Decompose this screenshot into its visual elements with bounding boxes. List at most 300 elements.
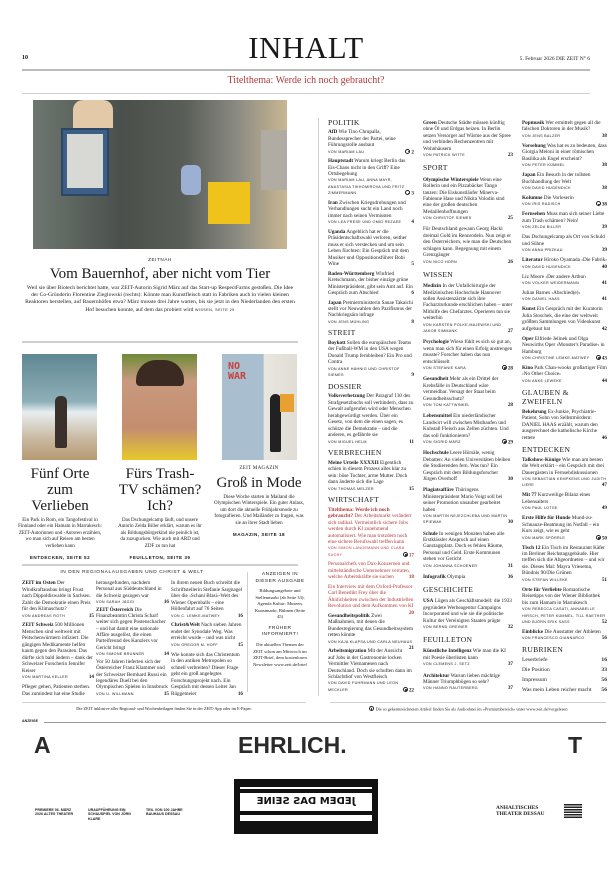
- page-number: 39: [601, 247, 607, 254]
- item-byline: VON GREGOR M. HOFF: [171, 642, 218, 647]
- ad-info: PREMIERE 06. MÄRZ 2026 ALTES THEATER: [35, 808, 74, 817]
- toc-item[interactable]: [328, 129, 414, 155]
- item-text: Wie Tino Chrupalla, Bundessprecher der Partei, seine Führungsrolle ausbaut: [328, 129, 396, 149]
- toc-column: [522, 120, 607, 697]
- item-text: Die Ausstatter der Athleten: [544, 629, 601, 635]
- page-number: 52: [601, 619, 607, 626]
- section-heading: WISSEN: [423, 269, 454, 279]
- item-keyword: Japan: [328, 299, 342, 306]
- item-text: Impressum: [522, 677, 547, 684]
- teaser-ref[interactable]: MAGAZIN, SEITE 18: [232, 532, 286, 538]
- item-text: Der Arbeitsmarkt verändert sich radikal. Vermeintlich sichere Jobs werden durch KI zunehmend automatisiert. Wie man trotzdem noch eine sichere Berufswahl treffen kann: [328, 513, 412, 545]
- page-ref: [602, 378, 607, 384]
- item-byline: VON KAJA KLAPSA UND CARLA NEUHAUS: [328, 639, 413, 644]
- section-heading: DOSSIER: [328, 381, 362, 391]
- page-number: 49: [601, 505, 607, 512]
- page-number: 11: [409, 438, 414, 445]
- page-number: 37: [507, 685, 513, 692]
- toc-item[interactable]: [522, 336, 607, 362]
- item-text: Angeblich hat er die Präsidentschaftswahl verloren, seither muss er sich verstecken und um sein Leben fürchten: Ein Gespräch mit dem Musiker und Oppositionsführer Bobi Wine: [328, 228, 409, 268]
- item-byline: VON JOHANNA SCHOENER: [423, 563, 478, 568]
- page-number: 40: [601, 263, 607, 270]
- toc-item[interactable]: [423, 574, 513, 580]
- page-number: 28: [507, 365, 513, 372]
- toc-item[interactable]: [328, 271, 414, 297]
- item-keyword: Medizin: [423, 283, 442, 290]
- page-number: 17: [408, 552, 414, 559]
- page-number: 14: [88, 674, 94, 681]
- section-heading: WIRTSCHAFT: [328, 495, 380, 505]
- item-keyword: Hauptstadt: [328, 158, 354, 165]
- toc-item[interactable]: [522, 365, 607, 384]
- toc-item[interactable]: [423, 226, 513, 265]
- page-ref: [602, 280, 607, 286]
- item-keyword: Titelthema: Werde ich noch gebraucht?: [328, 506, 390, 520]
- page-number: 16: [163, 599, 169, 606]
- page-ref: [508, 476, 513, 482]
- item-keyword: Iran: [328, 199, 338, 206]
- item-byline: VON HANNO RAUTERBERG: [423, 686, 478, 691]
- page-ref: [602, 247, 607, 253]
- regional-item[interactable]: [96, 607, 169, 658]
- audio-icon[interactable]: [405, 149, 410, 154]
- page-number: 41: [601, 296, 607, 303]
- item-keyword: AfD: [328, 129, 338, 136]
- toc-item[interactable]: [328, 507, 414, 559]
- item-byline: VON ANKE LEWEKE: [522, 378, 562, 383]
- item-text: Die Finanzbeamtin Christa Scharf weiter sich gegen Postenschacher – und hat damit eine nationale Affäre ausgelöst, die einen Parteifreund des Kanzlers vor Gericht bringt: [96, 606, 166, 651]
- item-text: Personalchefs von Dax-Konzernen und mittelständische Unternehmer verraten, welche Arbeitskräfte sie suchen: [328, 561, 410, 581]
- item-text: Zwei Maßnahmen, mit denen die Bundesregierung das Gesundheitssystem retten könnte: [328, 612, 414, 639]
- toc-item[interactable]: [423, 673, 513, 692]
- page-number: 15: [408, 485, 414, 492]
- page-number: 38: [601, 185, 607, 192]
- item-keyword: Japan: [522, 172, 536, 179]
- divider: [44, 722, 606, 723]
- item-byline: VON FRANCESCO GIANNARCO: [522, 636, 585, 641]
- toc-item[interactable]: [423, 648, 513, 667]
- toc-item[interactable]: [522, 657, 607, 663]
- toc-item[interactable]: [423, 450, 513, 482]
- regional-item[interactable]: [96, 580, 169, 605]
- item-byline: VON JENS MÜHLING: [328, 319, 370, 324]
- section-heading: GESCHICHTE: [423, 585, 474, 595]
- toc-item[interactable]: [522, 677, 607, 683]
- page-ref: [411, 219, 414, 225]
- item-byline: VON TOM KATTWINKEL: [423, 403, 470, 408]
- page-ref: [602, 619, 607, 625]
- page-number: 15: [88, 612, 94, 619]
- lead-photo[interactable]: [33, 100, 287, 249]
- page-ref: [405, 149, 414, 156]
- page-ref: [502, 365, 513, 372]
- page-number: 56: [601, 635, 607, 642]
- page-number: 25: [507, 215, 513, 222]
- toc-item[interactable]: [522, 274, 607, 287]
- item-text: In der Unfallchirurgie der Medizinischen Hochschule Hannover sollen Assistenzärzte sich ihre Facharzturkunde erschlichen haben – unter Mithilfe des Chefarztes. Operieren tun sie weiterhin: [423, 283, 513, 322]
- item-text: Vor 50 Jahren lieferten sich der Österreicher Franz Klammer und der Schweizer Bernhard Russi ein legendäres Duell bei den Olympischen Spielen in Innsbruck: [96, 658, 168, 691]
- page-number: 46: [601, 434, 607, 441]
- toc-item[interactable]: [423, 376, 513, 408]
- page-ref: [508, 563, 513, 569]
- item-text: Wieso fühlt es sich so gut an, wenn man sich für einen Erfolg anstrengen musste? Forscher haben das nun entschlüsselt: [423, 339, 513, 365]
- item-keyword: Talkshow-Könige: [522, 456, 561, 463]
- divider: [22, 93, 590, 94]
- page-number: 15: [237, 641, 243, 648]
- page-number: 50: [601, 535, 607, 542]
- item-byline: VON DANIEL HAAS: [522, 297, 560, 302]
- item-text: 500 Millionen Menschen sind weltweit mit Peitschenwürmern infiziert. Die gängigen Medikamente helfen kaum gegen den Parasiten. Das dürfte sich bald ändern – dank der Schweizer Forscherin Jennifer Keiser: [22, 622, 93, 674]
- item-text: Wer ermittelt gegen all die falschen Doktoren in der Musik?: [522, 120, 601, 133]
- page-number: 56: [601, 677, 607, 684]
- toc-item[interactable]: [423, 531, 513, 570]
- page-ref: [411, 290, 414, 296]
- item-text: In wenigen Monaten haben alle Erstklässler Anspruch auf einen Ganztagsplatz. Doch es fehlen Räume, Personal und Geld. Erste Kommunen stehen vor Gericht: [423, 530, 505, 563]
- page-ref: [411, 319, 414, 325]
- item-keyword: Kino: [522, 365, 533, 371]
- divider: [318, 118, 319, 696]
- ad-info: TEIL VON 100 JAHRE BAUHAUS DESSAU: [146, 808, 183, 817]
- page-ref: [508, 328, 513, 334]
- page-number: 16: [601, 657, 607, 664]
- page-number: 6: [411, 289, 414, 296]
- item-keyword: Gesundheitspolitik: [328, 612, 370, 619]
- page-ref: [409, 610, 414, 616]
- item-text: Mit der Aussicht auf Jobs in der Gastronomie locken Vermittler Vietnamesen nach Deutschland. Doch sie schuften dann im Schlachthof von Westfleisch: [328, 648, 412, 680]
- item-keyword: ZEIT Schweiz: [22, 622, 54, 629]
- lead-title[interactable]: Vom Bauernhof, aber nicht vom Tier: [49, 266, 271, 282]
- toc-item[interactable]: [522, 211, 607, 230]
- item-keyword: Gesundheit: [423, 376, 449, 383]
- item-text: Muss man sich seiner Liebe zum Trash schämen? Nein!: [522, 211, 605, 224]
- page-ref: [508, 624, 513, 630]
- page-ref: [508, 259, 513, 265]
- item-byline: VON C. LEMKE-MATWEY: [171, 613, 221, 618]
- item-keyword: Fernsehen: [522, 211, 546, 218]
- toc-item[interactable]: [522, 234, 607, 253]
- theater-icon: [564, 804, 582, 818]
- item-text: Leere Hörsäle, wenig Debatten: An vielen Universitäten bleiben die Studierenden fern. Was tun? Ein Gespräch mit dem Bildungsforscher Jürgen Overhoff: [423, 450, 511, 483]
- footer-app-note: Die ZEIT inklusive aller Regional- und Wochenbeilagen finden Sie in der ZEIT-App oder im E-Paper.: [76, 706, 252, 711]
- item-text: Olympia: [447, 573, 466, 580]
- item-byline: VON PAUL LÜTGE: [522, 506, 558, 511]
- item-byline: VON ZELDA BILLER: [522, 225, 562, 230]
- item-text: Leserbriefe: [522, 657, 548, 664]
- item-text: Wie man am besten die Welt erklärt – ein Gespräch mit drei Dauergästen in Fernsehdiskussionen: [522, 456, 605, 476]
- page-number: 51: [601, 576, 607, 583]
- item-byline: VON NICO HORN: [423, 259, 458, 264]
- item-text: Hiroko Oyamada ›Die Fabrik‹: [544, 257, 607, 264]
- ad-headline[interactable]: EHRLICH.: [238, 732, 347, 758]
- lead-ref[interactable]: WISSEN, SEITE 29: [194, 307, 235, 312]
- item-keyword: Popmusik: [522, 120, 545, 126]
- toc-item[interactable]: [423, 413, 513, 445]
- item-byline: VON ANDREAS ROTH: [22, 613, 65, 618]
- item-keyword: Oper: [522, 335, 534, 342]
- toc-item[interactable]: [423, 339, 513, 371]
- page-ref: [602, 296, 607, 302]
- toc-item[interactable]: [522, 515, 607, 541]
- page-ref: [602, 326, 607, 332]
- page-ref: [403, 552, 414, 559]
- lead-text: Weil sie über Biotech berichtet hatte, war ZEIT-Autorin Sigrid März auf das Start-up RespectFarms gestoßen. Die Idee der Co-Gründerin Florentine Zieglowski (rechts): Könnte man Kunstfleisch statt in Fabriken auch in vielen kleinen Reaktoren herstellen, auf Bauernhöfen etwa? März musste drei Jahre warten, bis sie jetzt in den Niederlanden den ersten Hof besuchen konnte, auf dem das probiert wird: [25, 285, 295, 313]
- page-ref: [601, 667, 607, 673]
- audio-icon[interactable]: [502, 439, 507, 444]
- page-number: 26: [507, 258, 513, 265]
- newsletter-text[interactable]: Die aktuellen Themen der ZEIT schon am Mittwoch im ZEIT-Brief, dem kostenlosen Newsletter www.zeit.de/brief: [253, 641, 307, 667]
- item-text: Ein niederländischer Landwirt will zwischen Misthaufen und Kuhstall Fleisch aus Zellen züchten. Und das soll funktionieren?: [423, 413, 509, 439]
- toc-item[interactable]: [522, 306, 607, 332]
- regional-item[interactable]: [171, 622, 243, 648]
- item-byline: VON MARTIN NEJEZCHLEBA UND MARTIN SPIEWAK: [423, 513, 508, 525]
- item-byline: VON IRIS RADISCH: [522, 202, 561, 207]
- page-number: 36: [507, 573, 513, 580]
- divider: [247, 572, 248, 692]
- teaser-photo-trashtv[interactable]: [122, 354, 197, 460]
- item-byline: VON THOMAS MELZER: [328, 486, 374, 491]
- item-keyword: Tisch 12: [522, 544, 541, 551]
- item-byline: VON MARK SPÖRRLE: [522, 535, 566, 540]
- page-number: 5: [411, 261, 414, 268]
- page-number: 22: [408, 687, 414, 694]
- item-text: Ein Tisch im Restaurant Käfer im Berliner Reichstagsgebäude. Hier treffen sich die Abgeordneten – und wir sie. Dieses Mal: Mayra Vriesema, Bündnis 90/Die Grünen: [522, 544, 605, 577]
- regional-item[interactable]: [22, 622, 94, 681]
- page-number: 32: [507, 624, 513, 631]
- regional-column: [96, 580, 169, 698]
- toc-item[interactable]: [328, 561, 414, 580]
- divider: [330, 702, 606, 703]
- ads-box-text: Bildungsangebote und Stellenmarkt (ab Seite 33); Agenda Kultur: Museen, Kunstmarkt, Bühnen (Seite 45): [254, 588, 306, 620]
- item-text: Lügen als Geschäftsmodell: die 1933 gegründete Werbeagentur Campaigns Incorporated und wie sie die politische Kultur der Vereinigten Staaten prägte: [423, 598, 512, 624]
- toc-item[interactable]: [423, 177, 513, 222]
- toc-item[interactable]: [522, 457, 607, 489]
- page-ref: [508, 152, 513, 158]
- item-byline: VON U. WILLMANN: [96, 691, 134, 696]
- page-ref: [601, 657, 607, 663]
- item-keyword: Kolumne: [522, 195, 543, 202]
- toc-item[interactable]: [328, 460, 414, 492]
- page-ref: [508, 574, 513, 580]
- audio-icon[interactable]: [403, 687, 408, 692]
- teaser-photo-beach[interactable]: [22, 354, 97, 460]
- page-ref: [601, 687, 607, 693]
- item-byline: VON ANNA PRIZKAU: [522, 248, 563, 253]
- page-number: 9: [411, 372, 414, 379]
- section-heading: POLITIK: [328, 117, 360, 127]
- item-byline: VON SEBASTIAN KEMPKENS UND JUDITH LIERE: [522, 476, 607, 488]
- item-text: Liz Moore ›Der andere Arthur‹: [522, 273, 587, 280]
- toc-item[interactable]: [328, 300, 414, 326]
- page-ref: [502, 439, 513, 446]
- page-ref: [601, 677, 607, 683]
- item-byline: VON BERND GREINER: [423, 625, 468, 630]
- audio-icon[interactable]: [502, 365, 507, 370]
- item-text: Warum lieben mächtige Männer Triumphbögen so sehr?: [423, 672, 501, 685]
- toc-item[interactable]: [328, 340, 414, 379]
- page-number: 28: [507, 402, 513, 409]
- toc-item[interactable]: [423, 120, 513, 159]
- item-byline: VON VOLKER WEIDERMANN: [522, 281, 579, 286]
- page-ref: [403, 687, 414, 694]
- toc-item[interactable]: [423, 283, 513, 335]
- regional-item[interactable]: [171, 580, 243, 619]
- audio-icon[interactable]: [596, 535, 601, 540]
- item-byline: VON SIGRID MÄRZ: [423, 440, 461, 445]
- toc-item[interactable]: [522, 667, 607, 673]
- item-text: Mehr als ein Drittel der Krebsfälle in Deutschland wäre vermeidbar. Versagt der Staat beim Gesundheitsschutz?: [423, 376, 499, 402]
- item-text: Elfriede Jelinek und Olga Neuwirths Oper ›Monster's Paradise‹ in Hamburg: [522, 335, 605, 355]
- page-number: 21: [408, 645, 414, 652]
- regional-header: IN DEN REGIONALAUSGABEN UND CHRIST & WELT: [60, 570, 204, 575]
- page-number: 31: [507, 562, 513, 569]
- toc-item[interactable]: [522, 195, 607, 208]
- footer-audio-note: Die so gekennzeichneten Artikel finden Sie als Audiodatei im »Premiumbereich« unter www.zeit.de/vorgelesen: [375, 706, 568, 712]
- item-text: Was hat es zu bedeuten, dass Giorgia Meloni in einer römischen Basilika als Engel erscheint?: [522, 142, 607, 162]
- page-number: 10: [22, 55, 28, 61]
- page-number: 39: [601, 224, 607, 231]
- item-text: Die Position: [522, 667, 550, 674]
- item-keyword: Einblicke: [522, 629, 544, 635]
- item-byline: VON STEFANIE KARA: [423, 366, 467, 371]
- regional-column: [171, 580, 243, 701]
- item-keyword: Schule: [423, 530, 438, 537]
- page-ref: [409, 439, 414, 445]
- page-number: 38: [601, 201, 607, 208]
- item-text: Deutsche Städte müssen künftig ohne Öl und Erdgas heizen. In Berlin setzen Versorger auf Wärme aus der Spree und verbinden Rechenzentren mit Wohnhäusern: [423, 120, 511, 152]
- regional-item[interactable]: [171, 652, 243, 698]
- page-ref: [508, 685, 513, 691]
- item-text: Ein Besuch in der tollsten Buchhandlung der Welt: [522, 172, 591, 185]
- item-byline: VON DAVID FUHRMANN UND LEON MECKLER: [328, 681, 399, 692]
- toc-item[interactable]: [328, 158, 414, 197]
- page-ref: [596, 535, 607, 542]
- item-keyword: Hochschule: [423, 450, 449, 457]
- divider: [22, 702, 306, 703]
- page-number: 44: [601, 377, 607, 384]
- item-text: Pfleger gehen, Patienten sterben. Das zumindest hat eine Studie: [22, 684, 91, 697]
- item-byline: VON DAVID HUGENDICK: [522, 186, 571, 191]
- page-number: 30: [507, 476, 513, 483]
- page-number: 4: [411, 219, 414, 226]
- section-heading: ENTDECKEN: [522, 444, 571, 454]
- sponsor-name: ANHALTISCHES THEATER DESSAU: [496, 805, 545, 817]
- audio-icon[interactable]: [596, 201, 601, 206]
- item-byline: VON SARAH JÄGGI: [96, 600, 135, 605]
- toc-item[interactable]: [522, 545, 607, 584]
- page-ref: [602, 264, 607, 270]
- teaser-title[interactable]: Groß in Mode: [216, 475, 302, 491]
- toc-item[interactable]: [328, 229, 414, 268]
- section-heading: SPORT: [423, 163, 448, 173]
- toc-item[interactable]: [522, 172, 607, 191]
- item-keyword: Green: [423, 120, 437, 126]
- teaser-photo-mode[interactable]: NO WAR: [222, 354, 297, 460]
- toc-item[interactable]: [423, 487, 513, 526]
- page-number: 38: [601, 162, 607, 169]
- item-text: Der Paragraf 130 des Strafgesetzbuchs soll verhindern, dass zu Gewalt aufgerufen wird oder Menschen herabgewürdigt werden. Über ein Gesetz, von dem die einen sagen, es schütze die Demokratie – und die anderen, es gefährde sie: [328, 393, 414, 439]
- item-byline: VON CLEMENS J. SETZ: [423, 662, 470, 667]
- audio-icon[interactable]: [596, 355, 601, 360]
- toc-item[interactable]: [522, 492, 607, 511]
- item-keyword: Arbeitsmigration: [328, 648, 367, 655]
- toc-item[interactable]: [522, 629, 607, 642]
- page-ref: [409, 645, 414, 651]
- item-byline: VON DAVID HUGENDICK: [522, 264, 571, 269]
- item-byline: VON CHRISTINE LEMKE-MATWEY: [522, 356, 590, 361]
- toc-item[interactable]: [522, 587, 607, 626]
- regional-item[interactable]: [22, 580, 94, 619]
- toc-item[interactable]: [522, 409, 607, 441]
- toc-item[interactable]: [522, 120, 607, 139]
- ad-info: URAUFFÜHRUNG EIN SCHAUSPIEL VON JÖRN KLARE: [88, 808, 131, 821]
- item-text: Wie man die KI mit Poesie überlisten kann: [423, 648, 506, 661]
- page-number: 29: [507, 439, 513, 446]
- page-number: 15: [163, 690, 169, 697]
- item-byline: VON JENS BALZER: [522, 133, 561, 138]
- lead-kicker: ZEITNAH: [148, 257, 172, 262]
- toc-column: [423, 120, 513, 697]
- item-text: Ex-Junkie, Psychiatrie-Patient, Sohn von Selbstmördern: DANIEL HAAS erzählt, warum den ausgerechnet die katholische Kirche rettete: [522, 408, 598, 441]
- item-text: Der Windkraftausbau bringt Frust nach Dippoldiswalde in Sachsen. Zahlt die Demokratie einen Preis für den Klimaschutz?: [22, 580, 91, 612]
- page-number: 56: [601, 687, 607, 694]
- newsletter-title: FRÜHER INFORMIERT!: [261, 625, 299, 638]
- page-ref: [596, 201, 607, 208]
- toc-item[interactable]: [522, 290, 607, 303]
- teaser-title[interactable]: Fünf Orte zum Verlieben: [30, 466, 90, 514]
- item-byline: VON SIMONE BRUNNER: [96, 652, 145, 657]
- item-keyword: Plagiatsaffäre: [423, 487, 454, 494]
- item-text: Sollen die europäischen Teams der Fußball-WM in den USA wegen Donald Trump fernbleiben? Ein Pro und Contra: [328, 340, 412, 366]
- page-number: 43: [601, 355, 607, 362]
- page-ref: [508, 215, 513, 221]
- audio-icon: [369, 706, 374, 711]
- item-text: Nach sieben Jahren endet der Synodale Weg. Was erreicht wurde – und was nicht: [171, 622, 242, 642]
- page-number: 47: [601, 482, 607, 489]
- item-keyword: Bekehrung: [522, 408, 547, 415]
- teaser-ref[interactable]: FEUILLETON, SEITE 39: [129, 555, 191, 561]
- ad-letter-a: A: [34, 732, 51, 758]
- audio-icon[interactable]: [405, 190, 410, 195]
- toc-item[interactable]: [328, 393, 414, 445]
- regional-item[interactable]: [96, 659, 169, 697]
- toc-item[interactable]: [423, 598, 513, 630]
- toc-item[interactable]: [328, 200, 414, 226]
- item-byline: VON MARTINA KELLER: [22, 675, 68, 680]
- item-text: Das Dschungelcamp als Ort von Schuld und Sühne: [522, 234, 605, 247]
- cover-topic: Titelthema: Werde ich noch gebraucht?: [227, 75, 385, 86]
- toc-item[interactable]: [522, 143, 607, 169]
- section-heading: RUBRIKEN: [522, 645, 564, 655]
- page-number: 41: [601, 280, 607, 287]
- toc-item[interactable]: [522, 687, 607, 693]
- toc-item[interactable]: [328, 648, 414, 693]
- page-ref: [409, 486, 414, 492]
- teaser-ref[interactable]: ENTDECKEN, SEITE 52: [29, 555, 91, 561]
- toc-item[interactable]: [522, 257, 607, 270]
- item-keyword: Volksverhetzung: [328, 393, 365, 400]
- page-ref: [602, 133, 607, 139]
- item-text: Eigentlich schien in diesem Prozess alles klar zu sein: böse Tochter, arme Mutter. Doch dann änderte sich die Lage: [328, 459, 408, 486]
- item-text: Park Chan-wooks großartiger Film ›No Other Choice‹: [522, 365, 607, 378]
- ad-label: ANZEIGE: [22, 719, 38, 723]
- regional-column: [22, 580, 94, 701]
- audio-icon[interactable]: [403, 552, 408, 557]
- regional-item[interactable]: [22, 684, 94, 697]
- page-number: 18: [408, 574, 414, 581]
- item-byline: VON PETER KÜMMEL: [522, 163, 565, 168]
- page-number: 37: [507, 661, 513, 668]
- teaser-title[interactable]: Fürs Trash-TV schämen? Ich?: [118, 466, 202, 514]
